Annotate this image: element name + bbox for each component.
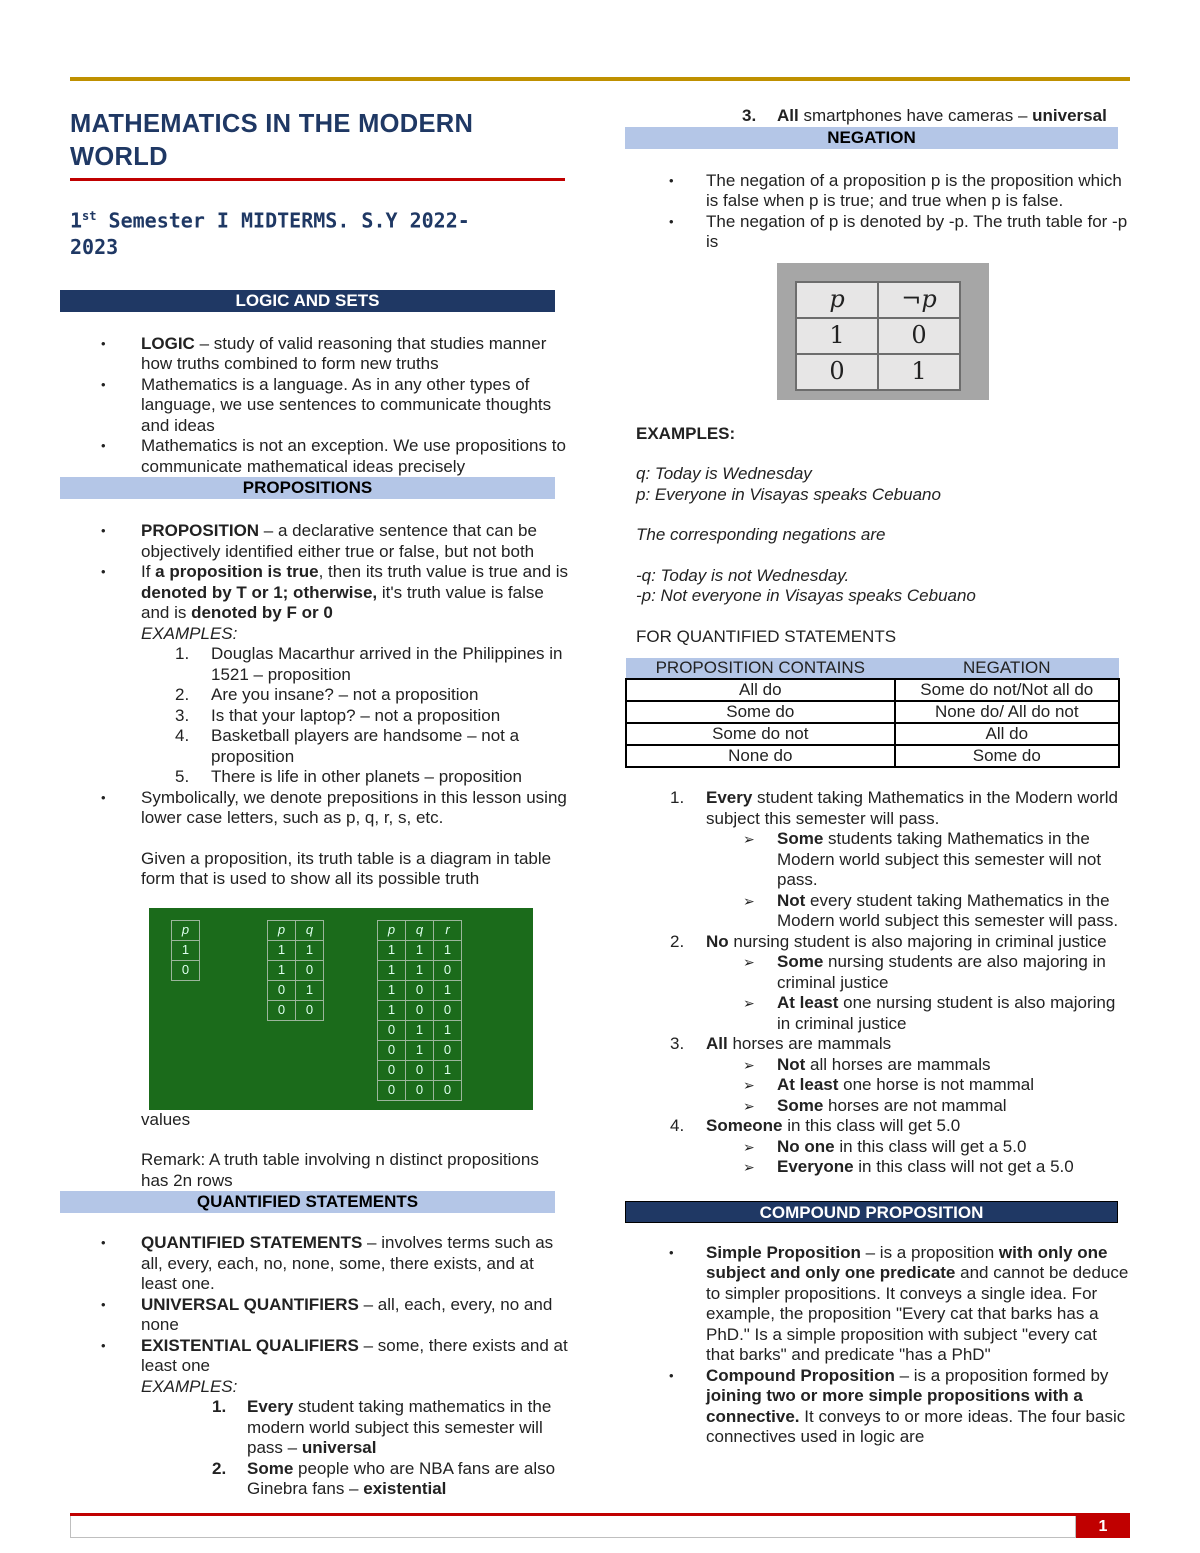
table-cell: Some do not/Not all do xyxy=(895,679,1119,701)
example-q: q: Today is Wednesday xyxy=(636,464,812,483)
bold-text: At least xyxy=(777,993,839,1012)
list-item xyxy=(70,644,570,685)
text: and cannot be deduce to simpler propositions. It conveys a single idea. For example, the proposition "Every cat that barks has a PhD." Is a simple proposition with subject "every cat that barks" and predicate "has a PhD" xyxy=(706,1263,1129,1364)
item-text: Is that your laptop? – not a proposition xyxy=(211,705,501,725)
table-cell: 1 xyxy=(268,960,296,980)
title-underline xyxy=(70,178,565,181)
quantified-examples xyxy=(70,1397,570,1500)
item-text: Mathematics is not an exception. We use propositions to communicate mathematical ideas precisely xyxy=(141,436,566,476)
list-item xyxy=(625,788,1130,829)
table-cell: 1 xyxy=(434,940,462,960)
bold-text: Everyone xyxy=(777,1157,854,1176)
table-cell: All do xyxy=(626,679,895,701)
table-header: q xyxy=(296,920,324,940)
bold-text: All xyxy=(706,1034,728,1053)
compound-list xyxy=(625,1243,1130,1448)
item-text: people who are NBA fans are also Ginebra fans – xyxy=(247,1458,556,1499)
negation-examples-4 xyxy=(625,1116,1130,1137)
arrow-icon: ➢ xyxy=(743,1138,755,1155)
propositions-list-2 xyxy=(70,788,570,829)
table-cell: None do xyxy=(626,745,895,767)
arrow-icon: ➢ xyxy=(743,1077,755,1093)
table-cell: None do/ All do not xyxy=(895,701,1119,723)
bold-text: No one xyxy=(777,1136,835,1156)
item-text: students taking Mathematics in the Modern world subject this semester will not pass. xyxy=(777,829,1102,889)
table-cell: 1 xyxy=(796,318,878,354)
table-header: p xyxy=(378,920,406,940)
table-cell: 0 xyxy=(406,1000,434,1020)
bold-text: Not xyxy=(777,1054,806,1074)
table-cell: 0 xyxy=(878,318,960,354)
list-item xyxy=(70,1295,570,1336)
table-cell: 0 xyxy=(406,1080,434,1100)
negation-truth-table-image xyxy=(777,263,989,400)
quantified-examples-cont xyxy=(590,106,1130,127)
arrow-icon: ➢ xyxy=(743,1097,755,1114)
semester-sup: st xyxy=(82,209,97,223)
item-number: 1. xyxy=(212,1397,227,1417)
table-cell: 0 xyxy=(378,1080,406,1100)
table-cell: 1 xyxy=(406,1020,434,1040)
table-cell: 0 xyxy=(268,1000,296,1020)
item-text: horses are mammals xyxy=(727,1034,892,1053)
table-cell: 0 xyxy=(378,1040,406,1060)
item-text: horses are not mammal xyxy=(823,1095,1007,1115)
item-number: 1. xyxy=(670,788,685,807)
quantified-heading: FOR QUANTIFIED STATEMENTS xyxy=(636,626,897,646)
text: If xyxy=(141,562,156,582)
list-item xyxy=(625,932,1130,953)
term: Simple Proposition xyxy=(706,1242,861,1262)
list-item xyxy=(625,1055,1130,1076)
table-header: p xyxy=(796,282,878,318)
table-header: PROPOSITION CONTAINS xyxy=(626,658,895,679)
term: LOGIC xyxy=(141,333,195,353)
item-text: Douglas Macarthur arrived in the Philippines in 1521 – proposition xyxy=(211,644,563,684)
examples-label: EXAMPLES: xyxy=(141,1376,238,1396)
bold-text: At least xyxy=(777,1075,839,1094)
bold-text: a proposition is true xyxy=(155,562,319,582)
list-item xyxy=(625,1157,1130,1178)
examples-label: EXAMPLES: xyxy=(141,623,238,643)
section-bar-compound: COMPOUND PROPOSITION xyxy=(625,1201,1118,1223)
table-header: r xyxy=(434,920,462,940)
arrow-icon: ➢ xyxy=(743,1159,755,1175)
table-header: p xyxy=(268,920,296,940)
list-item xyxy=(70,562,570,644)
truth-table-2 xyxy=(267,920,324,1021)
item-text: one nursing student is also majoring in criminal justice xyxy=(777,993,1116,1033)
item-text: The negation of p is denoted by -p. The truth table for -p is xyxy=(706,211,1128,251)
section-bar-quantified: QUANTIFIED STATEMENTS xyxy=(60,1191,555,1213)
arrow-icon: ➢ xyxy=(743,892,755,909)
bold-text: denoted by F or 0 xyxy=(191,603,333,623)
semester-year: 2023 xyxy=(70,234,119,259)
item-text: Basketball players are handsome – not a proposition xyxy=(211,726,520,766)
item-text: Mathematics is a language. As in any other types of language, we use sentences to communicate thoughts and ideas xyxy=(141,374,552,435)
table-header: p xyxy=(172,920,200,940)
arrow-icon: ➢ xyxy=(743,954,755,970)
truth-table-intro: Given a proposition, its truth table is a diagram in table form that is used to show all its possible truth xyxy=(141,848,552,889)
list-item xyxy=(70,436,570,477)
table-cell: Some do xyxy=(626,701,895,723)
list-item xyxy=(625,171,1130,212)
item-text: nursing students are also majoring in criminal justice xyxy=(777,952,1106,992)
negation-truth-table xyxy=(795,281,961,391)
arrow-icon: ➢ xyxy=(743,995,755,1011)
list-item xyxy=(70,1336,570,1398)
footer-box xyxy=(70,1516,1076,1538)
definition: – all, each, every, no and none xyxy=(141,1294,553,1335)
item-text: student taking mathematics in the modern world subject this semester will pass – xyxy=(247,1397,552,1458)
table-cell: 0 xyxy=(434,1040,462,1060)
bold-text: All xyxy=(777,106,799,125)
item-number: 3. xyxy=(742,106,757,125)
list-item xyxy=(625,993,1130,1034)
table-cell: 1 xyxy=(878,354,960,390)
table-cell: 0 xyxy=(406,980,434,1000)
bold-text: Some xyxy=(777,952,824,971)
truth-table-board xyxy=(149,908,533,1110)
table-cell: 1 xyxy=(378,1000,406,1020)
item-text: Are you insane? – not a proposition xyxy=(211,685,479,705)
item-number: 2. xyxy=(175,685,190,705)
page-number: 1 xyxy=(1076,1516,1130,1538)
negation-arrows-2 xyxy=(625,952,1130,1034)
propositions-list xyxy=(70,521,570,644)
bold-text: universal xyxy=(1032,106,1107,125)
list-item xyxy=(625,212,1130,253)
arrow-icon: ➢ xyxy=(743,1056,755,1073)
table-cell: 1 xyxy=(434,1020,462,1040)
table-cell: 1 xyxy=(378,980,406,1000)
section-bar-logic: LOGIC AND SETS xyxy=(60,290,555,312)
negation-examples-2 xyxy=(625,932,1130,953)
item-number: 1. xyxy=(175,644,190,664)
item-text: all horses are mammals xyxy=(805,1054,991,1074)
bold-text: Some xyxy=(247,1458,294,1478)
table-cell: Some do not xyxy=(626,723,895,745)
table-cell: 0 xyxy=(434,1000,462,1020)
table-cell: 1 xyxy=(434,1060,462,1080)
table-header: NEGATION xyxy=(895,658,1119,679)
table-cell: 1 xyxy=(296,980,324,1000)
table-cell: 1 xyxy=(434,980,462,1000)
definition: – some, there exists and at least one xyxy=(141,1335,568,1376)
negation-examples-3 xyxy=(625,1034,1130,1055)
table-header: ¬p xyxy=(878,282,960,318)
corresponding-text: The corresponding negations are xyxy=(636,525,886,544)
bold-text: with only one subject and only one predicate xyxy=(706,1242,1108,1282)
bold-text: Someone xyxy=(706,1116,783,1135)
semester-heading xyxy=(70,203,570,260)
table-cell: 1 xyxy=(378,940,406,960)
list-item xyxy=(625,829,1130,891)
bold-text: existential xyxy=(363,1479,447,1499)
table-cell: 1 xyxy=(406,940,434,960)
bold-text: joining two or more simple propositions with a connective. xyxy=(706,1386,1083,1426)
table-cell: 0 xyxy=(172,960,200,980)
item-text: in this class will get 5.0 xyxy=(782,1116,961,1135)
section-bar-negation: NEGATION xyxy=(625,127,1118,149)
examples-label: EXAMPLES: xyxy=(636,423,736,443)
list-item xyxy=(70,1397,570,1459)
item-text: student taking Mathematics in the Modern world subject this semester will pass. xyxy=(706,788,1119,828)
table-cell: 0 xyxy=(796,354,878,390)
item-text: There is life in other planets – proposition xyxy=(211,767,522,787)
table-cell: All do xyxy=(895,723,1119,745)
item-text: nursing student is also majoring in criminal justice xyxy=(728,931,1107,951)
term: EXISTENTIAL QUALIFIERS xyxy=(141,1335,359,1355)
item-number: 3. xyxy=(670,1034,685,1053)
list-item xyxy=(625,1243,1130,1366)
truth-values-text: values xyxy=(141,1109,191,1129)
negation-arrows-1 xyxy=(625,829,1130,932)
list-item xyxy=(70,706,570,727)
bold-text: No xyxy=(706,931,729,951)
bold-text: Every xyxy=(247,1397,294,1417)
table-cell: Some do xyxy=(895,745,1119,767)
semester-number: 1 xyxy=(70,208,83,233)
truth-table-1 xyxy=(171,920,200,981)
definition: – a declarative sentence that can be objectively identified either true or false, but not both xyxy=(141,521,537,561)
bold-text: Some xyxy=(777,829,824,848)
negation-list xyxy=(625,171,1130,253)
top-gold-rule xyxy=(70,77,1130,81)
term: QUANTIFIED STATEMENTS xyxy=(141,1233,363,1253)
item-text: one horse is not mammal xyxy=(838,1075,1035,1094)
item-text: every student taking Mathematics in the Modern world subject this semester will pass. xyxy=(777,890,1119,930)
title-line-1: MATHEMATICS IN THE MODERN xyxy=(70,110,474,138)
quantified-list xyxy=(70,1233,570,1397)
negation-p: -p: Not everyone in Visayas speaks Cebuano xyxy=(636,586,976,605)
definition: – study of valid reasoning that studies manner how truths combined to form new truths xyxy=(141,333,547,374)
quantified-negation-table xyxy=(625,658,1120,768)
item-text: smartphones have cameras – xyxy=(798,106,1033,125)
item-number: 3. xyxy=(175,705,190,725)
text: – is a proposition xyxy=(860,1242,999,1262)
list-item xyxy=(625,1096,1130,1117)
item-number: 4. xyxy=(175,726,190,746)
definition: – involves terms such as all, every, each, no, none, some, there exists, and at least one. xyxy=(141,1233,554,1294)
truth-table-3 xyxy=(377,920,462,1101)
list-item xyxy=(70,726,570,767)
semester-text: Semester I MIDTERMS. S.Y 2022- xyxy=(96,208,470,233)
table-cell: 1 xyxy=(296,940,324,960)
table-cell: 1 xyxy=(378,960,406,980)
table-cell: 0 xyxy=(296,960,324,980)
left-column xyxy=(70,108,570,1500)
text: it's truth value is false and is xyxy=(141,582,544,623)
section-bar-propositions: PROPOSITIONS xyxy=(60,477,555,499)
proposition-examples xyxy=(70,644,570,788)
list-item xyxy=(625,891,1130,932)
example-p: p: Everyone in Visayas speaks Cebuano xyxy=(636,484,941,504)
table-cell: 1 xyxy=(406,960,434,980)
list-item xyxy=(625,1116,1130,1137)
term: UNIVERSAL QUANTIFIERS xyxy=(141,1294,359,1314)
table-cell: 0 xyxy=(378,1060,406,1080)
list-item xyxy=(625,952,1130,993)
item-number: 2. xyxy=(670,931,685,951)
table-cell: 0 xyxy=(434,960,462,980)
list-item xyxy=(70,521,570,562)
list-item xyxy=(625,1034,1130,1055)
table-cell: 0 xyxy=(296,1000,324,1020)
term: PROPOSITION xyxy=(141,521,260,541)
item-text: in this class will get a 5.0 xyxy=(834,1136,1027,1156)
table-cell: 1 xyxy=(268,940,296,960)
negation-examples xyxy=(625,788,1130,829)
item-number: 2. xyxy=(212,1458,227,1478)
right-column xyxy=(625,106,1130,1448)
bold-text: denoted by T or 1; otherwise, xyxy=(141,582,378,602)
text: – is a proposition formed by xyxy=(894,1365,1109,1385)
list-item xyxy=(70,1459,570,1500)
list-item xyxy=(625,1366,1130,1448)
table-header: q xyxy=(406,920,434,940)
bold-text: Some xyxy=(777,1095,824,1115)
item-number: 4. xyxy=(670,1116,685,1135)
table-cell: 0 xyxy=(434,1080,462,1100)
list-item xyxy=(70,685,570,706)
remark-text: Remark: A truth table involving n distinct propositions has 2n rows xyxy=(141,1150,539,1190)
logic-list xyxy=(70,334,570,478)
bold-text: Every xyxy=(706,788,753,807)
table-cell: 1 xyxy=(172,940,200,960)
item-text: in this class will not get a 5.0 xyxy=(853,1157,1074,1176)
item-text: The negation of a proposition p is the proposition which is false when p is true; and true when p is false. xyxy=(706,170,1122,210)
bold-text: universal xyxy=(301,1438,377,1458)
table-cell: 0 xyxy=(406,1060,434,1080)
list-item xyxy=(625,1137,1130,1158)
table-cell: 0 xyxy=(268,980,296,1000)
item-number: 5. xyxy=(175,767,190,787)
term: Compound Proposition xyxy=(706,1365,895,1385)
page-title xyxy=(70,108,570,174)
list-item xyxy=(70,767,570,788)
table-cell: 0 xyxy=(378,1020,406,1040)
list-item xyxy=(70,788,570,829)
negation-arrows-4 xyxy=(625,1137,1130,1178)
negation-q: -q: Today is not Wednesday. xyxy=(636,565,850,585)
arrow-icon: ➢ xyxy=(743,831,755,847)
list-item xyxy=(590,106,1130,127)
list-item xyxy=(70,334,570,375)
text: , then its truth value is true and is xyxy=(318,562,569,582)
negation-arrows-3 xyxy=(625,1055,1130,1117)
title-line-2: WORLD xyxy=(70,143,168,171)
text: It conveys to or more ideas. The four basic connectives used in logic are xyxy=(706,1406,1126,1446)
list-item xyxy=(625,1075,1130,1096)
item-text: Symbolically, we denote prepositions in this lesson using lower case letters, such as p, q, r, s, etc. xyxy=(141,787,567,828)
bold-text: Not xyxy=(777,890,806,910)
list-item xyxy=(70,1233,570,1295)
table-cell: 1 xyxy=(406,1040,434,1060)
list-item xyxy=(70,375,570,437)
